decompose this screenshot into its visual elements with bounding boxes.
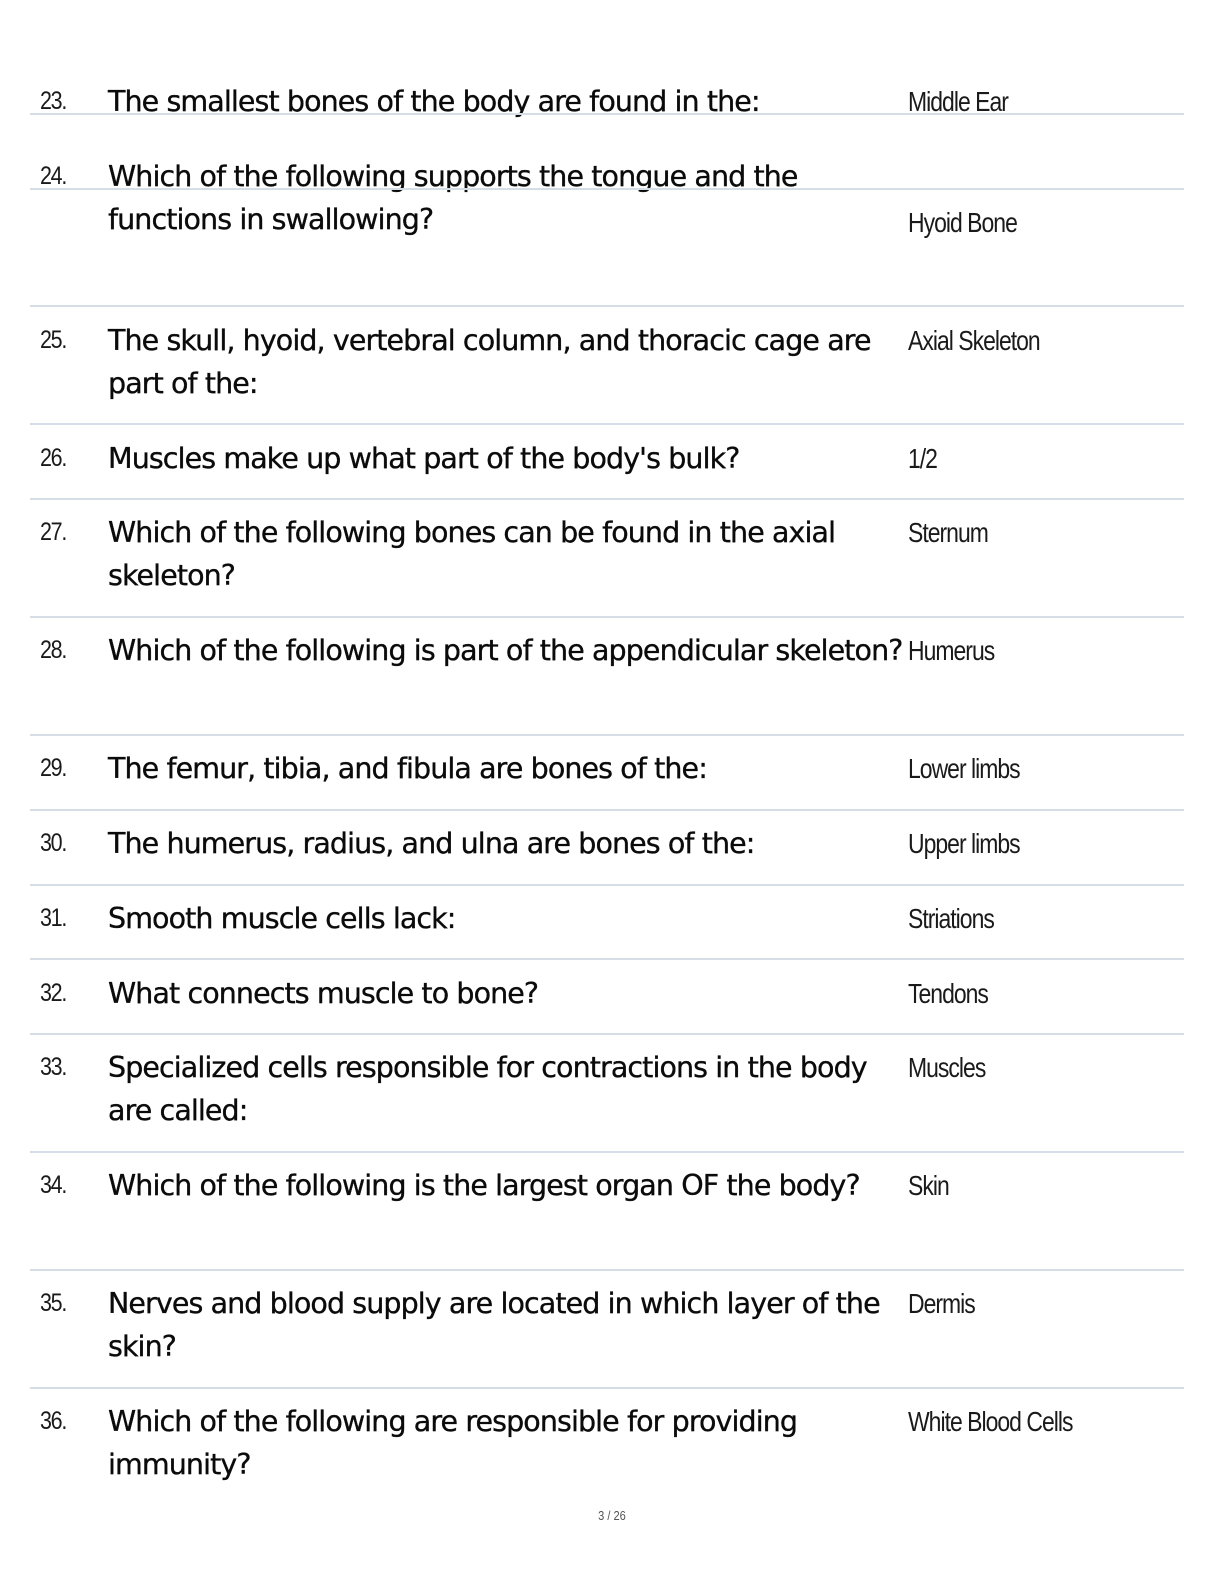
item-number: 30. [40,829,67,857]
answer-text: Dermis [908,1288,975,1319]
divider [30,809,1184,811]
item-number: 29. [40,754,67,782]
divider [30,423,1184,425]
question-text: Which of the following is part of the appendicular skeleton? [108,634,903,667]
item-number: 36. [40,1407,67,1435]
question-text: Which of the following is the largest organ OF the body? [108,1169,860,1202]
divider [30,113,1184,115]
question-text: What connects muscle to bone? [108,977,539,1010]
item-number: 31. [40,904,67,932]
question-text: Specialized cells responsible for contractions in the body are called: [108,1051,867,1127]
answer-text: Axial Skeleton [908,325,1040,356]
question-text: Which of the following bones can be found in the axial skeleton? [108,516,836,592]
item-number: 32. [40,979,67,1007]
answer-text: White Blood Cells [908,1406,1073,1437]
divider [30,616,1184,618]
divider [30,734,1184,736]
question-text: Which of the following are responsible for providing immunity? [108,1405,798,1481]
divider [30,1151,1184,1153]
divider [30,305,1184,307]
item-number: 25. [40,326,67,354]
item-number: 26. [40,444,67,472]
answer-text: Humerus [908,635,995,666]
question-text: Smooth muscle cells lack: [108,902,456,935]
divider [30,1269,1184,1271]
item-number: 28. [40,636,67,664]
flashcard-list [30,0,1184,1584]
item-number: 33. [40,1053,67,1081]
answer-text: Muscles [908,1052,986,1083]
answer-text: Striations [908,903,994,934]
question-text: The humerus, radius, and ulna are bones of the: [108,827,755,860]
item-number: 27. [40,518,67,546]
answer-text: Tendons [908,978,988,1009]
item-number: 35. [40,1289,67,1317]
divider [30,884,1184,886]
answer-text: Sternum [908,517,988,548]
question-text: The smallest bones of the body are found in the: [108,85,760,118]
answer-text: 1/2 [908,443,937,474]
question-text: Nerves and blood supply are located in which layer of the skin? [108,1287,880,1363]
divider [30,498,1184,500]
divider [30,958,1184,960]
item-number: 24. [40,162,67,190]
answer-text: Upper limbs [908,828,1020,859]
divider [30,188,1184,190]
answer-text: Skin [908,1170,949,1201]
question-text: The skull, hyoid, vertebral column, and thoracic cage are part of the: [108,324,871,400]
answer-text: Lower limbs [908,753,1020,784]
answer-text: Hyoid Bone [908,207,1017,238]
page-indicator: 3 / 26 [598,1508,626,1523]
question-text: Which of the following supports the tongue and the functions in swallowing? [108,160,798,236]
answer-text: Middle Ear [908,86,1008,117]
divider [30,1033,1184,1035]
divider [30,1387,1184,1389]
question-text: The femur, tibia, and fibula are bones of the: [108,752,707,785]
question-text: Muscles make up what part of the body's bulk? [108,442,740,475]
item-number: 34. [40,1171,67,1199]
item-number: 23. [40,87,67,115]
